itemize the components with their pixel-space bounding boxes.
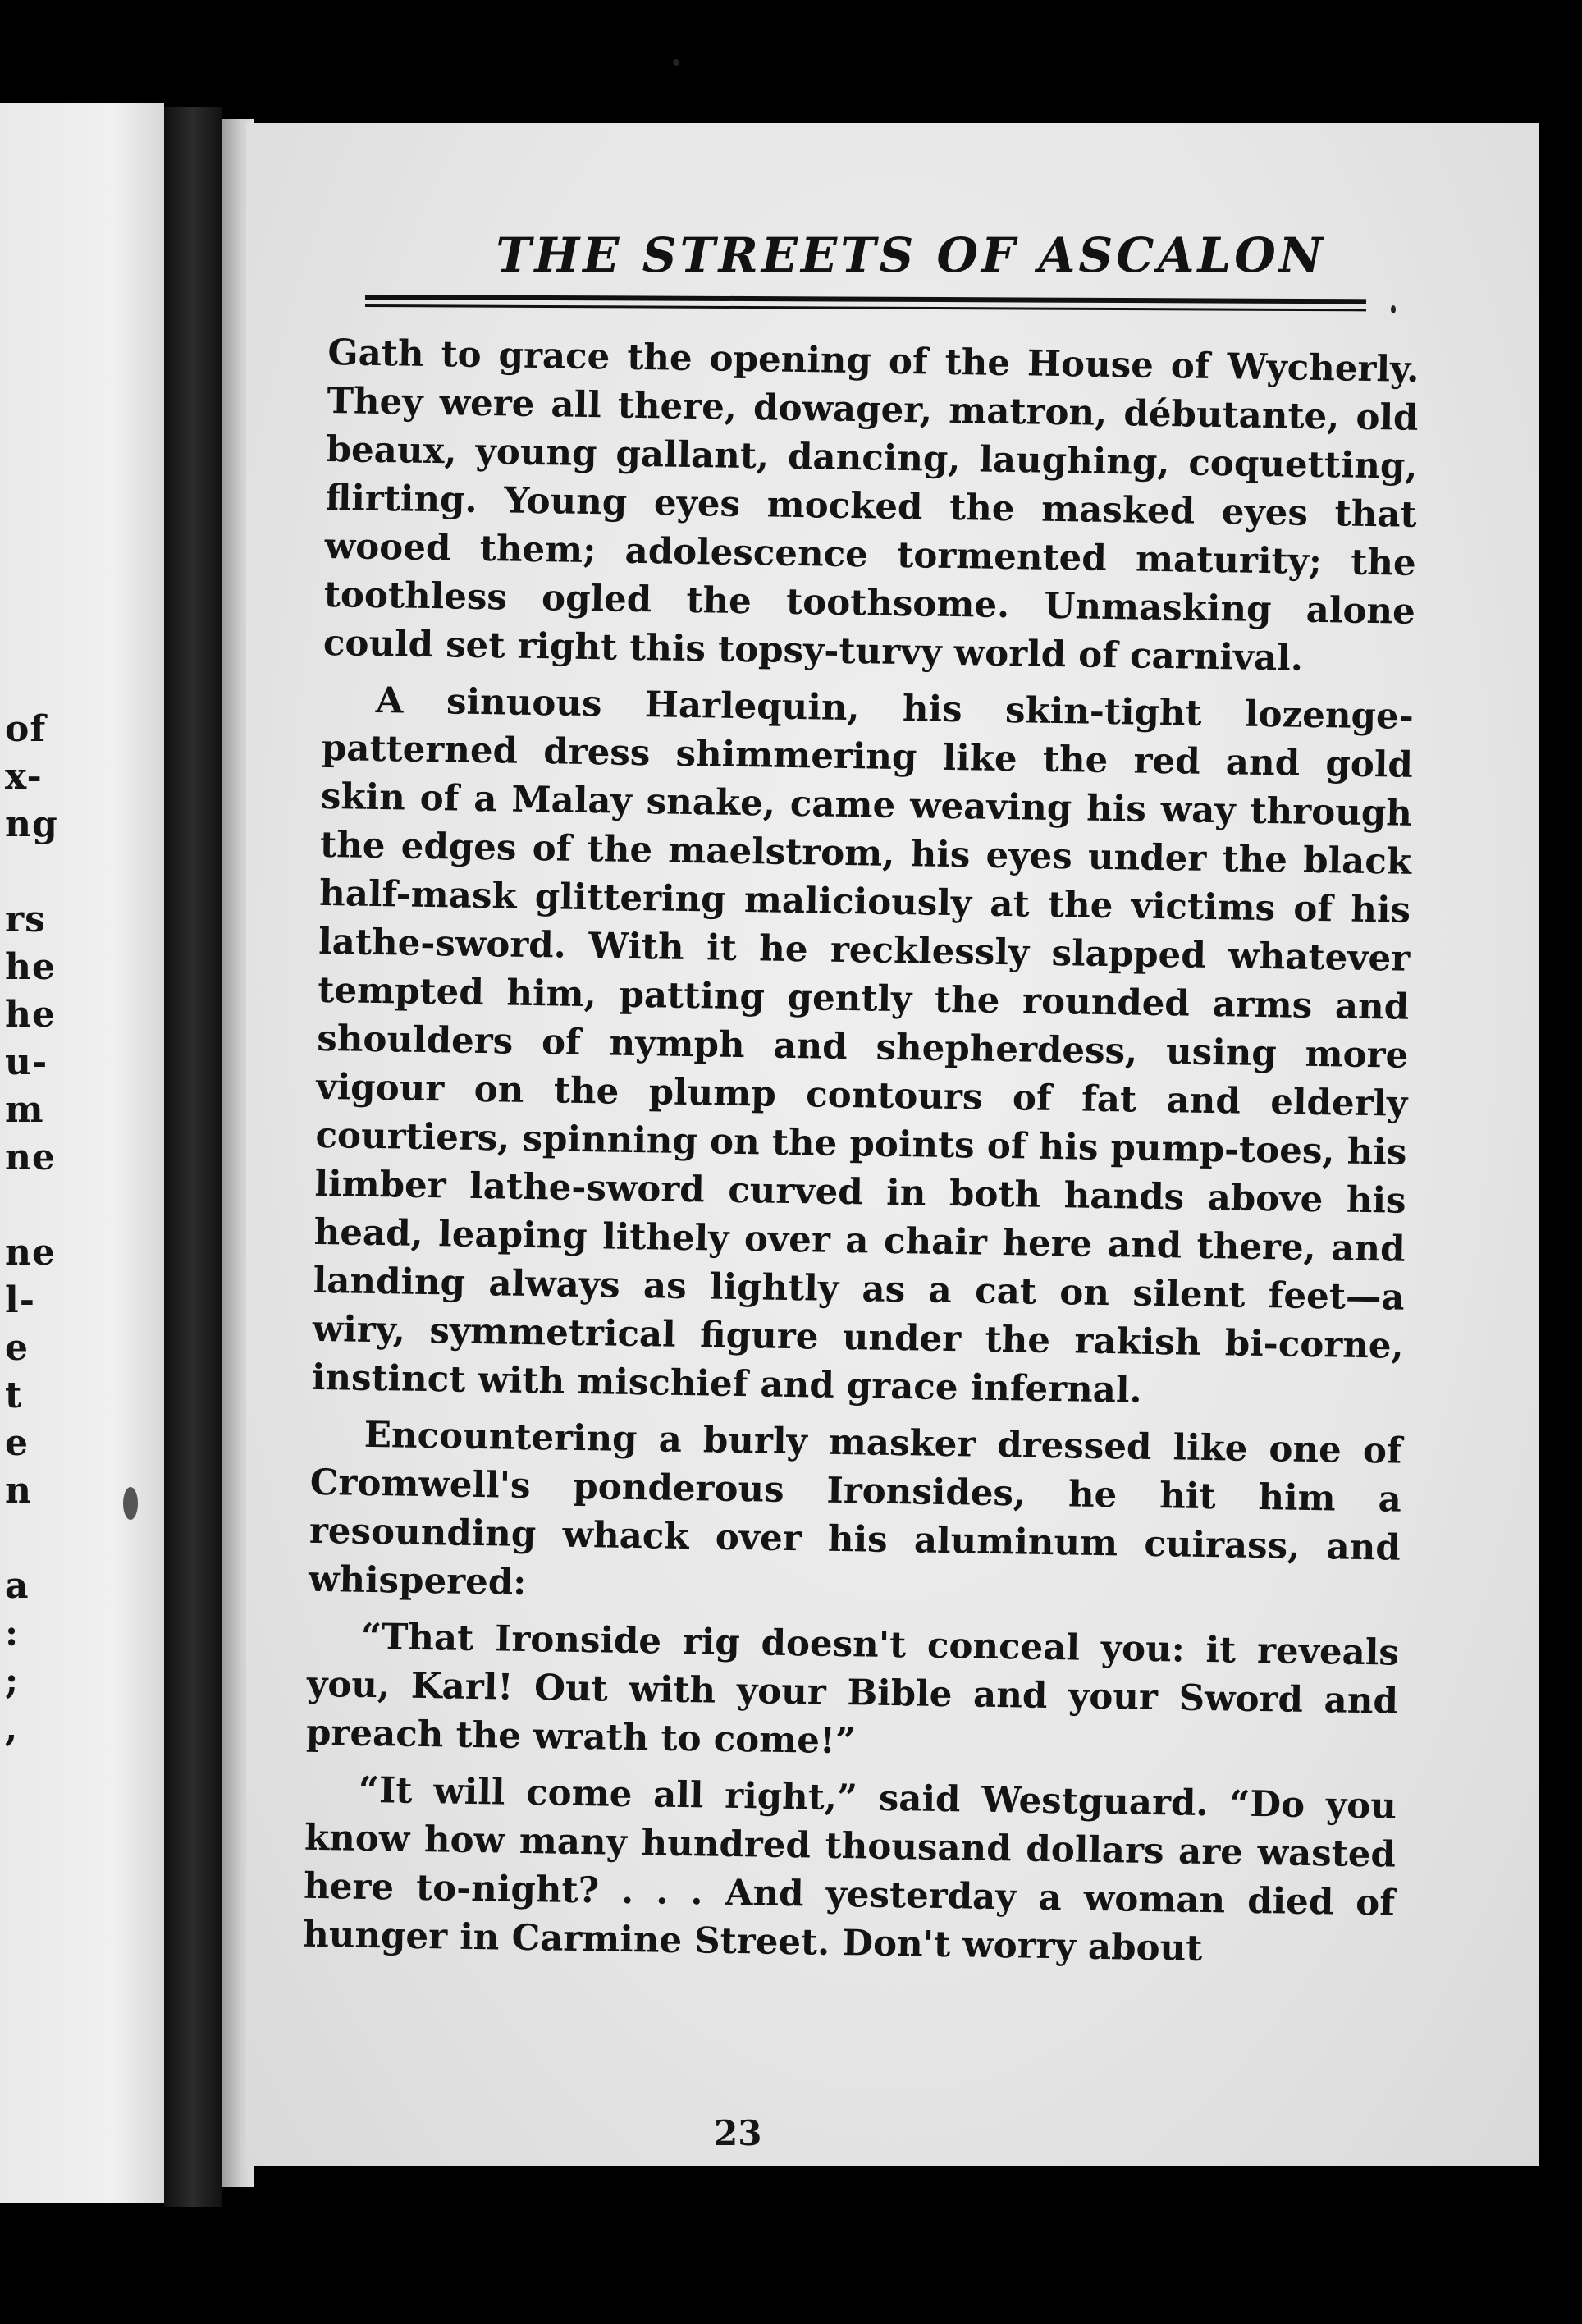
page-content (291, 226, 1420, 1969)
book-page (246, 123, 1539, 2166)
body-text (303, 328, 1420, 1976)
fragment: ng (5, 803, 58, 845)
fragment: t (5, 1375, 23, 1416)
paragraph: A sinuous Harlequin, his skin-tight lozenge-patterned dress shimmering like the red and gold skin of a Malay snake, came weaving his way through the edges of the maelstrom, his eyes under the black half-mask glittering maliciously at the victims of his lathe-sword. With it he recklessly slapped whatever tempted him, patting gently the rounded arms and shoulders of nymph and shepherdess, using more vigour on the plump contours of fat and elderly courtiers, spinning on the points of his pump-toes, his limber lathe-sword curved in both hands above his head, leaping lithely over a chair here and there, and landing always as lightly as a cat on silent feet—a wiry, symmetrical figure under the rakish bi-corne, instinct with mischief and grace infernal. (311, 679, 1415, 1411)
facing-page-line-fragments (5, 706, 62, 1753)
fragment: e (5, 1422, 29, 1464)
page-number: 23 (714, 2113, 762, 2153)
header-rule (365, 295, 1366, 304)
fragment: he (5, 994, 56, 1036)
fragment-gap (5, 1182, 62, 1229)
fragment: x- (5, 756, 43, 798)
header-rule-thin (365, 304, 1366, 311)
paragraph: “That Ironside rig doesn't conceal you: it reveals you, Karl! Out with your Bible and your Sword and preach the wrath to come!” (305, 1615, 1400, 1763)
fragment: rs (5, 899, 46, 940)
fragment: m (5, 1089, 44, 1131)
fragment: he (5, 946, 56, 988)
running-head: THE STREETS OF ASCALON (496, 227, 1326, 283)
book-gutter (164, 107, 222, 2207)
fragment: ; (5, 1660, 20, 1702)
fragment: ne (5, 1137, 56, 1178)
fragment: a (5, 1565, 30, 1607)
fragment-gap (5, 1515, 62, 1562)
paragraph: Gath to grace the opening of the House of Wycherly. They were all there, dowager, matron, débutante, old beaux, young gallant, dancing, laughing, coquetting, flirting. Young eyes mocked the masked eyes that wooed them; adolescence tormented maturity; the toothless ogled the toothsome. Unmasking alone could set right this topsy-turvy world of carnival. (322, 331, 1420, 679)
fragment-gap (5, 849, 62, 896)
fragment: u- (5, 1041, 48, 1083)
fragment: l- (5, 1279, 35, 1321)
fragment: n (5, 1470, 32, 1512)
fragment: e (5, 1327, 29, 1369)
paragraph: Encountering a burly masker dressed like one of Cromwell's ponderous Ironsides, he hit him a resounding whack over his aluminum cuirass, and whispered: (308, 1413, 1403, 1603)
facing-page-edge (0, 103, 164, 2203)
fragment: ne (5, 1232, 56, 1274)
paragraph: “It will come all right,” said Westguard. “Do you know how many hundred thousand dollars are wasted here to-night? . . . And yesterday a woman died of hunger in Carmine Street. Don't worry about (302, 1768, 1397, 1969)
scan-speck (673, 59, 679, 66)
fragment: , (5, 1708, 19, 1750)
fragment: : (5, 1613, 20, 1654)
scan-speck (1391, 305, 1396, 313)
scan-speck (123, 1487, 138, 1520)
fragment: of (5, 708, 47, 750)
